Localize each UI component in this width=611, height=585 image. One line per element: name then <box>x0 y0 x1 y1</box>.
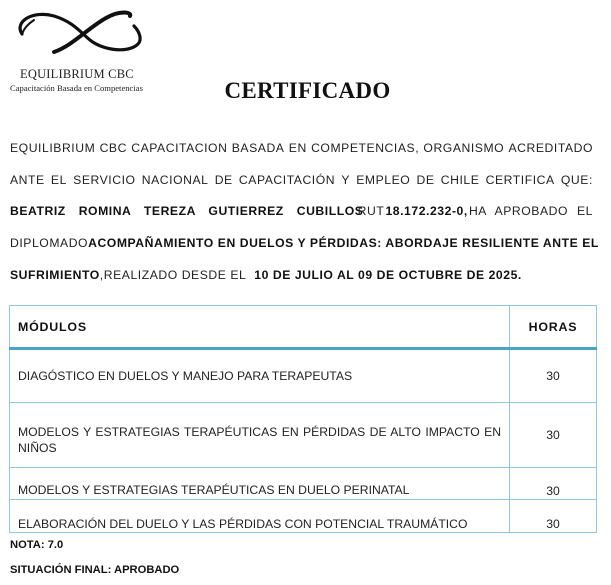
approved-text: HA APROBADO EL <box>468 204 593 219</box>
table-row <box>10 403 597 468</box>
grade: NOTA: 7.0 <box>10 539 64 551</box>
table-row <box>10 349 597 403</box>
module-hours: 30 <box>510 500 597 533</box>
modules-table <box>9 305 597 533</box>
page-title: CERTIFICADO <box>224 78 391 103</box>
column-header-modules: MÓDULOS <box>10 306 510 349</box>
module-name: ELABORACIÓN DEL DUELO Y LAS PÉRDIDAS CON POTENCIAL TRAUMÁTICO <box>10 500 510 533</box>
body-line-5: SUFRIMIENTO , REALIZADO DESDE EL 10 DE JULIO AL 09 DE OCTUBRE DE 2025. <box>10 260 593 292</box>
module-name: MODELOS Y ESTRATEGIAS TERAPÉUTICAS EN DUELO PERINATAL <box>10 468 510 500</box>
program-name: ACOMPAÑAMIENTO EN DUELOS Y PÉRDIDAS: ABORDAJE RESILIENTE ANTE EL <box>88 236 599 251</box>
module-name: DIAGÓSTICO EN DUELOS Y MANEJO PARA TERAPEUTAS <box>10 349 510 403</box>
organization-name: EQUILIBRIUM CBC <box>20 67 134 81</box>
infinity-icon <box>10 4 148 62</box>
program-dates: 10 DE JULIO AL 09 DE OCTUBRE DE 2025. <box>254 267 522 282</box>
table-row <box>10 500 597 533</box>
rut-value: 18.172.232-0, <box>385 204 468 219</box>
table-row <box>10 468 597 500</box>
body-line-4 <box>10 228 599 260</box>
module-hours: 30 <box>510 349 597 403</box>
organization-tagline: Capacitación Basada en Competencias <box>10 83 143 93</box>
table-header-row <box>10 306 597 349</box>
student-name: BEATRIZ ROMINA TEREZA GUTIERREZ CUBILLOS <box>10 204 364 219</box>
body-line-2: ANTE EL SERVICIO NACIONAL DE CAPACITACIÓN Y EMPLEO DE CHILE CERTIFICA QUE: <box>10 172 593 187</box>
module-hours: 30 <box>510 468 597 500</box>
program-name-cont: SUFRIMIENTO <box>10 267 100 282</box>
diploma-label: DIPLOMADO <box>10 236 89 251</box>
module-hours: 30 <box>510 403 597 468</box>
body-line-1: EQUILIBRIUM CBC CAPACITACION BASADA EN COMPETENCIAS, ORGANISMO ACREDITADO <box>10 141 593 155</box>
dates-prefix: REALIZADO DESDE EL <box>103 267 247 282</box>
module-name: MODELOS Y ESTRATEGIAS TERAPÉUTICAS EN PÉRDIDAS DE ALTO IMPACTO EN NIÑOS <box>10 403 510 468</box>
body-line-3: BEATRIZ ROMINA TEREZA GUTIERREZ CUBILLOS RUT 18.172.232-0, HA APROBADO EL <box>10 196 593 228</box>
final-status: SITUACIÓN FINAL: APROBADO <box>10 564 180 576</box>
certificate-body <box>10 133 599 291</box>
column-header-hours: HORAS <box>510 306 597 349</box>
